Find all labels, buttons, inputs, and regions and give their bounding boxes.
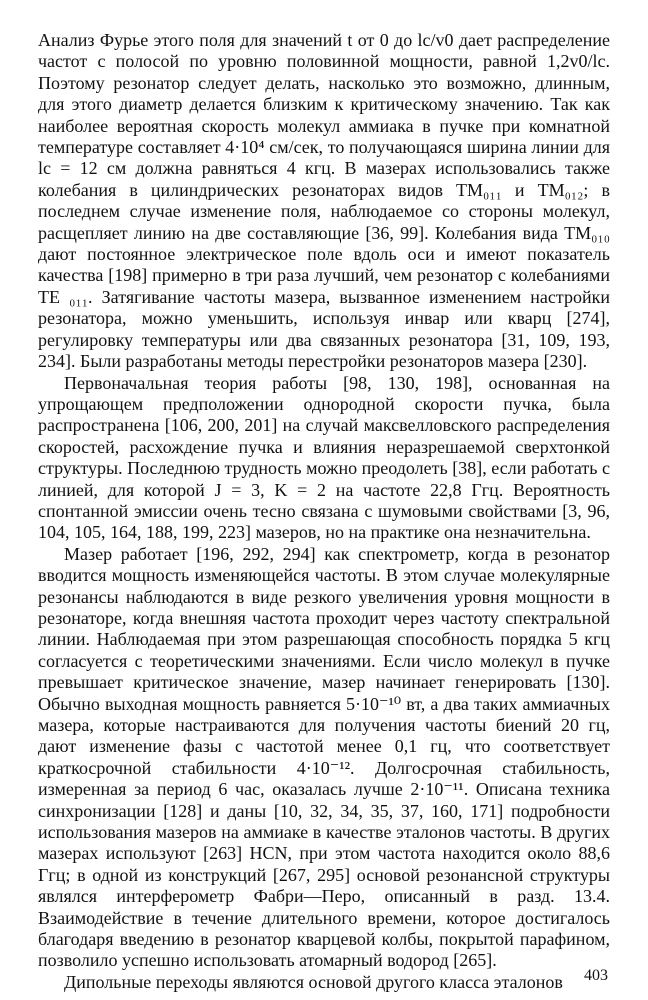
page-number: 403 (584, 967, 608, 984)
paragraph-1: Анализ Фурье этого поля для значений t от 0 до lc/v0 дает распределение частот с полосой по уровню половинной мощности, равной 1,2v0/lc. Поэтому резонатор следует делать, насколько это возможно, длинным, для этого диаметр делается близким к критическому значению. Так как наиболее вероятная скорость молекул аммиака в пучке при комнатной температуре составляет 4·10⁴ см/сек, то получающаяся ширина линии для lc = 12 см должна равняться 4 кгц. В мазерах использовались также колебания в цилиндрических резонаторах видов TM₀₁₁ и TM₀₁₂; в последнем случае изменение поля, наблюдаемое со стороны молекул, расщепляет линию на две составляющие [36, 99]. Колебания вида TM₀₁₀ дают постоянное электрическое поле вдоль оси и имеют показатель качества [198] примерно в три раза лучший, чем резонатор с колебаниями TE ₀₁₁. Затягивание частоты мазера, вызванное изменением настройки резонатора, можно уменьшить, используя инвар или кварц [274], регулировку температуры или два связанных резонатора [31, 109, 193, 234]. Были разработаны методы перестройки резонаторов мазера [230]. (38, 30, 610, 372)
page-body (38, 30, 610, 993)
paragraph-3: Мазер работает [196, 292, 294] как спектрометр, когда в резонатор вводится мощность изменяющейся частоты. В этом случае молекулярные резонансы наблюдаются в виде резкого увеличения уровня мощности в резонаторе, когда внешняя частота проходит через частоту спектральной линии. Наблюдаемая при этом разрешающая способность порядка 5 кгц согласуется с теоретическими значениями. Если число молекул в пучке превышает критическое значение, мазер начинает генерировать [130]. Обычно выходная мощность равняется 5·10⁻¹⁰ вт, а два таких аммиачных мазера, которые настраиваются для получения частоты биений 20 гц, дают изменение фазы с частотой менее 0,1 гц, что соответствует краткосрочной стабильности 4·10⁻¹². Долгосрочная стабильность, измеренная за период 6 час, оказалась лучше 2·10⁻¹¹. Описана техника синхронизации [128] и даны [10, 32, 34, 35, 37, 160, 171] подробности использования мазеров на аммиаке в качестве эталонов частоты. В других мазерах используют [263] HCN, при этом частота находится около 88,6 Ггц; в одной из конструкций [267, 295] основой резонансной структуры являлся интерферометр Фабри—Перо, описанный в разд. 13.4. Взаимодействие в течение длительного времени, которое достигалось благодаря введению в резонатор кварцевой колбы, покрытой парафином, позволило успешно использовать атомарный водород [265]. (38, 543, 610, 971)
paragraph-2: Первоначальная теория работы [98, 130, 198], основанная на упрощающем предположении однородной скорости пучка, была распространена [106, 200, 201] на случай максвелловского распределения скоростей, расхождение пучка и влияния неразрешаемой сверхтонкой структуры. Последнюю трудность можно преодолеть [38], если работать с линией, для которой J = 3, K = 2 на частоте 22,8 Ггц. Вероятность спонтанной эмиссии очень тесно связана с шумовыми свойствами [3, 96, 104, 105, 164, 188, 199, 223] мазеров, но на практике она незначительна. (38, 372, 610, 543)
paragraph-4: Дипольные переходы являются основой другого класса эталонов (64, 971, 563, 992)
